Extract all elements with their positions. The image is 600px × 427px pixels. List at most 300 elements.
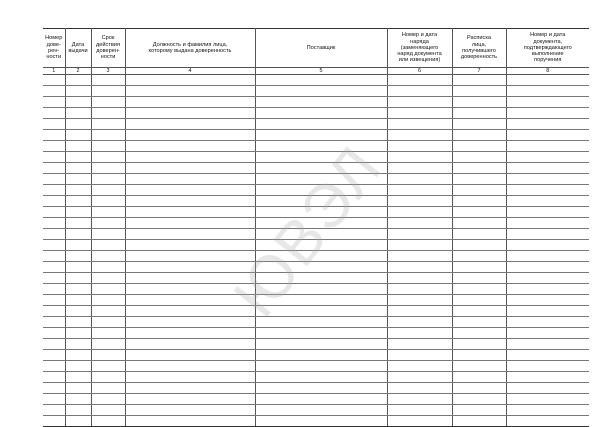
- table-cell[interactable]: [91, 185, 125, 196]
- table-cell[interactable]: [387, 317, 452, 328]
- table-cell[interactable]: [387, 284, 452, 295]
- table-cell[interactable]: [65, 75, 91, 86]
- table-cell[interactable]: [452, 130, 506, 141]
- table-cell[interactable]: [91, 251, 125, 262]
- table-cell[interactable]: [387, 174, 452, 185]
- table-row: [43, 317, 589, 328]
- table-cell[interactable]: [387, 394, 452, 405]
- table-cell[interactable]: [387, 86, 452, 97]
- column-number-2: 2: [65, 68, 91, 75]
- table-cell[interactable]: [452, 152, 506, 163]
- table-cell[interactable]: [43, 185, 65, 196]
- table-cell[interactable]: [65, 229, 91, 240]
- table-cell[interactable]: [91, 383, 125, 394]
- table-cell[interactable]: [452, 361, 506, 372]
- table-cell[interactable]: [506, 174, 589, 185]
- table-cell[interactable]: [91, 240, 125, 251]
- table-cell[interactable]: [255, 372, 387, 383]
- column-header-1: [43, 29, 65, 68]
- table-cell[interactable]: [43, 75, 65, 86]
- table-cell[interactable]: [255, 75, 387, 86]
- table-cell[interactable]: [65, 119, 91, 130]
- table-row: [43, 130, 589, 141]
- table-cell[interactable]: [125, 251, 255, 262]
- table-cell[interactable]: [255, 394, 387, 405]
- table-cell[interactable]: [91, 262, 125, 273]
- table-cell[interactable]: [255, 141, 387, 152]
- table-cell[interactable]: [65, 306, 91, 317]
- table-cell[interactable]: [506, 262, 589, 273]
- column-header-label: Номер и дата наряда (заменяющего наряд документа или извещения): [397, 32, 442, 64]
- table-cell[interactable]: [387, 339, 452, 350]
- table-cell[interactable]: [125, 218, 255, 229]
- table-cell[interactable]: [255, 185, 387, 196]
- table-row: [43, 372, 589, 383]
- table-cell[interactable]: [387, 295, 452, 306]
- table-row: [43, 284, 589, 295]
- table-cell[interactable]: [125, 405, 255, 416]
- table-cell[interactable]: [65, 207, 91, 218]
- table-cell[interactable]: [506, 350, 589, 361]
- table-cell[interactable]: [91, 174, 125, 185]
- table-cell[interactable]: [91, 284, 125, 295]
- table-cell[interactable]: [387, 262, 452, 273]
- table-cell[interactable]: [125, 350, 255, 361]
- table-cell[interactable]: [255, 262, 387, 273]
- table-cell[interactable]: [387, 350, 452, 361]
- table-cell[interactable]: [125, 196, 255, 207]
- table-cell[interactable]: [125, 141, 255, 152]
- table-cell[interactable]: [91, 130, 125, 141]
- table-cell[interactable]: [43, 394, 65, 405]
- table-cell[interactable]: [125, 119, 255, 130]
- table-cell[interactable]: [65, 383, 91, 394]
- table-cell[interactable]: [387, 97, 452, 108]
- table-cell[interactable]: [125, 372, 255, 383]
- table-row: [43, 350, 589, 361]
- table-row: [43, 108, 589, 119]
- table-cell[interactable]: [255, 229, 387, 240]
- table-cell[interactable]: [65, 372, 91, 383]
- table-cell[interactable]: [125, 185, 255, 196]
- table-cell[interactable]: [255, 163, 387, 174]
- column-number-4: 4: [125, 68, 255, 75]
- table-cell[interactable]: [452, 240, 506, 251]
- table-cell[interactable]: [91, 350, 125, 361]
- table-row: [43, 196, 589, 207]
- table-cell[interactable]: [43, 416, 65, 427]
- table-cell[interactable]: [255, 317, 387, 328]
- table-cell[interactable]: [387, 119, 452, 130]
- column-header-label: Расписка лица, получившего доверенность: [460, 35, 498, 61]
- table-cell[interactable]: [91, 339, 125, 350]
- table-cell[interactable]: [255, 361, 387, 372]
- table-cell[interactable]: [65, 350, 91, 361]
- table-cell[interactable]: [506, 273, 589, 284]
- table-cell[interactable]: [91, 317, 125, 328]
- table-cell[interactable]: [91, 229, 125, 240]
- table-cell[interactable]: [125, 317, 255, 328]
- table-cell[interactable]: [452, 86, 506, 97]
- table-cell[interactable]: [255, 152, 387, 163]
- table-cell[interactable]: [387, 416, 452, 427]
- table-cell[interactable]: [65, 174, 91, 185]
- table-cell[interactable]: [91, 295, 125, 306]
- table-cell[interactable]: [65, 240, 91, 251]
- table-cell[interactable]: [125, 207, 255, 218]
- table-cell[interactable]: [387, 75, 452, 86]
- table-cell[interactable]: [452, 273, 506, 284]
- table-cell[interactable]: [91, 108, 125, 119]
- table-cell[interactable]: [387, 273, 452, 284]
- table-cell[interactable]: [452, 317, 506, 328]
- table-row: [43, 251, 589, 262]
- table-cell[interactable]: [255, 383, 387, 394]
- table-cell[interactable]: [43, 405, 65, 416]
- table-cell[interactable]: [125, 75, 255, 86]
- table-cell[interactable]: [43, 339, 65, 350]
- table-row: [43, 383, 589, 394]
- column-number-6: 6: [387, 68, 452, 75]
- table-cell[interactable]: [506, 372, 589, 383]
- table-cell[interactable]: [125, 240, 255, 251]
- table-row: [43, 207, 589, 218]
- table-cell[interactable]: [91, 207, 125, 218]
- table-cell[interactable]: [91, 372, 125, 383]
- table-row: [43, 339, 589, 350]
- table-cell[interactable]: [387, 229, 452, 240]
- table-cell[interactable]: [125, 229, 255, 240]
- table-cell[interactable]: [255, 130, 387, 141]
- table-cell[interactable]: [65, 262, 91, 273]
- table-cell[interactable]: [43, 273, 65, 284]
- table-cell[interactable]: [43, 317, 65, 328]
- table-cell[interactable]: [387, 361, 452, 372]
- table-cell[interactable]: [91, 163, 125, 174]
- table-cell[interactable]: [506, 207, 589, 218]
- table-cell[interactable]: [43, 218, 65, 229]
- table-cell[interactable]: [43, 108, 65, 119]
- table-cell[interactable]: [255, 86, 387, 97]
- table-cell[interactable]: [387, 196, 452, 207]
- table-cell[interactable]: [255, 119, 387, 130]
- table-cell[interactable]: [452, 75, 506, 86]
- table-cell[interactable]: [452, 97, 506, 108]
- table-cell[interactable]: [125, 163, 255, 174]
- column-header-label: Срок действия доверен- ности: [96, 35, 120, 61]
- table-cell[interactable]: [506, 416, 589, 427]
- table-cell[interactable]: [387, 328, 452, 339]
- table-cell[interactable]: [255, 284, 387, 295]
- table-cell[interactable]: [452, 196, 506, 207]
- table-cell[interactable]: [43, 207, 65, 218]
- table-cell[interactable]: [43, 284, 65, 295]
- table-cell[interactable]: [452, 295, 506, 306]
- table-cell[interactable]: [506, 75, 589, 86]
- table-row: [43, 75, 589, 86]
- table-cell[interactable]: [65, 273, 91, 284]
- table-cell[interactable]: [255, 251, 387, 262]
- table-cell[interactable]: [65, 86, 91, 97]
- table-cell[interactable]: [506, 240, 589, 251]
- table-cell[interactable]: [91, 394, 125, 405]
- column-header-6: [387, 29, 452, 68]
- table-cell[interactable]: [91, 196, 125, 207]
- table-cell[interactable]: [387, 130, 452, 141]
- table-cell[interactable]: [91, 416, 125, 427]
- table-cell[interactable]: [91, 141, 125, 152]
- table-row: [43, 295, 589, 306]
- table-cell[interactable]: [452, 372, 506, 383]
- table-cell[interactable]: [506, 119, 589, 130]
- table-cell[interactable]: [43, 262, 65, 273]
- table-cell[interactable]: [65, 317, 91, 328]
- table-cell[interactable]: [125, 174, 255, 185]
- table-cell[interactable]: [387, 185, 452, 196]
- table-cell[interactable]: [125, 262, 255, 273]
- table-cell[interactable]: [452, 108, 506, 119]
- table-cell[interactable]: [65, 196, 91, 207]
- table-cell[interactable]: [387, 306, 452, 317]
- table-cell[interactable]: [452, 306, 506, 317]
- table-cell[interactable]: [65, 185, 91, 196]
- table-cell[interactable]: [452, 416, 506, 427]
- table-cell[interactable]: [387, 251, 452, 262]
- table-cell[interactable]: [125, 130, 255, 141]
- table-cell[interactable]: [125, 383, 255, 394]
- table-cell[interactable]: [125, 306, 255, 317]
- table-cell[interactable]: [91, 97, 125, 108]
- table-cell[interactable]: [506, 185, 589, 196]
- table-row: [43, 229, 589, 240]
- table-cell[interactable]: [125, 273, 255, 284]
- table-cell[interactable]: [387, 207, 452, 218]
- table-cell[interactable]: [387, 383, 452, 394]
- table-row: [43, 174, 589, 185]
- table-cell[interactable]: [91, 405, 125, 416]
- table-cell[interactable]: [506, 361, 589, 372]
- column-number-row: [43, 68, 589, 75]
- table-cell[interactable]: [452, 339, 506, 350]
- table-cell[interactable]: [91, 306, 125, 317]
- table-cell[interactable]: [125, 86, 255, 97]
- table-cell[interactable]: [255, 295, 387, 306]
- table-cell[interactable]: [452, 284, 506, 295]
- table-cell[interactable]: [506, 317, 589, 328]
- column-header-label: Должность и фамилия лица, которому выдана доверенность: [148, 41, 232, 54]
- table-cell[interactable]: [125, 97, 255, 108]
- table-cell[interactable]: [452, 185, 506, 196]
- table-cell[interactable]: [506, 108, 589, 119]
- table-cell[interactable]: [506, 251, 589, 262]
- table-cell[interactable]: [255, 328, 387, 339]
- table-cell[interactable]: [452, 251, 506, 262]
- table-cell[interactable]: [506, 86, 589, 97]
- table-cell[interactable]: [43, 251, 65, 262]
- table-cell[interactable]: [452, 394, 506, 405]
- table-cell[interactable]: [255, 174, 387, 185]
- table-row: [43, 218, 589, 229]
- table-cell[interactable]: [125, 339, 255, 350]
- table-cell[interactable]: [91, 218, 125, 229]
- table-cell[interactable]: [255, 350, 387, 361]
- table-row: [43, 185, 589, 196]
- table-cell[interactable]: [65, 141, 91, 152]
- table-cell[interactable]: [43, 152, 65, 163]
- table-cell[interactable]: [43, 383, 65, 394]
- table-cell[interactable]: [91, 119, 125, 130]
- table-cell[interactable]: [452, 163, 506, 174]
- table-cell[interactable]: [255, 416, 387, 427]
- column-header-label: Номер дове- рен- ности: [45, 35, 63, 61]
- column-header-5: [255, 29, 387, 68]
- table-cell[interactable]: [506, 284, 589, 295]
- table-cell[interactable]: [91, 361, 125, 372]
- table-cell[interactable]: [65, 416, 91, 427]
- table-cell[interactable]: [43, 130, 65, 141]
- table-cell[interactable]: [65, 163, 91, 174]
- table-cell[interactable]: [255, 207, 387, 218]
- table-cell[interactable]: [255, 196, 387, 207]
- table-cell[interactable]: [91, 86, 125, 97]
- table-cell[interactable]: [65, 361, 91, 372]
- ledger-sheet: [43, 28, 589, 427]
- table-cell[interactable]: [43, 361, 65, 372]
- table-cell[interactable]: [43, 86, 65, 97]
- table-cell[interactable]: [452, 141, 506, 152]
- table-cell[interactable]: [506, 218, 589, 229]
- table-cell[interactable]: [506, 328, 589, 339]
- table-cell[interactable]: [91, 75, 125, 86]
- table-cell[interactable]: [43, 97, 65, 108]
- table-cell[interactable]: [255, 97, 387, 108]
- table-cell[interactable]: [452, 328, 506, 339]
- table-cell[interactable]: [125, 108, 255, 119]
- table-cell[interactable]: [65, 130, 91, 141]
- table-cell[interactable]: [43, 372, 65, 383]
- table-cell[interactable]: [255, 108, 387, 119]
- table-cell[interactable]: [387, 240, 452, 251]
- table-cell[interactable]: [506, 295, 589, 306]
- column-number-7: 7: [452, 68, 506, 75]
- column-header-3: [91, 29, 125, 68]
- table-cell[interactable]: [65, 218, 91, 229]
- table-cell[interactable]: [125, 361, 255, 372]
- table-cell[interactable]: [43, 141, 65, 152]
- table-cell[interactable]: [65, 152, 91, 163]
- table-cell[interactable]: [65, 394, 91, 405]
- column-number-8: 8: [506, 68, 589, 75]
- column-number-5: 5: [255, 68, 387, 75]
- table-cell[interactable]: [387, 218, 452, 229]
- table-cell[interactable]: [387, 163, 452, 174]
- table-row: [43, 152, 589, 163]
- table-cell[interactable]: [255, 306, 387, 317]
- table-cell[interactable]: [452, 207, 506, 218]
- table-cell[interactable]: [387, 152, 452, 163]
- table-row: [43, 405, 589, 416]
- table-cell[interactable]: [452, 174, 506, 185]
- table-cell[interactable]: [452, 262, 506, 273]
- table-cell[interactable]: [387, 405, 452, 416]
- table-cell[interactable]: [91, 273, 125, 284]
- table-cell[interactable]: [452, 383, 506, 394]
- table-cell[interactable]: [506, 152, 589, 163]
- table-cell[interactable]: [125, 394, 255, 405]
- table-cell[interactable]: [452, 218, 506, 229]
- table-cell[interactable]: [65, 328, 91, 339]
- table-cell[interactable]: [43, 240, 65, 251]
- column-header-label: Номер и дата документа, подтверждающего выполнение поручения: [523, 32, 572, 64]
- table-cell[interactable]: [43, 119, 65, 130]
- table-cell[interactable]: [65, 251, 91, 262]
- column-header-4: [125, 29, 255, 68]
- table-cell[interactable]: [255, 339, 387, 350]
- table-cell[interactable]: [65, 284, 91, 295]
- table-cell[interactable]: [506, 383, 589, 394]
- table-row: [43, 119, 589, 130]
- table-cell[interactable]: [255, 273, 387, 284]
- table-cell[interactable]: [65, 108, 91, 119]
- table-cell[interactable]: [255, 218, 387, 229]
- table-row: [43, 97, 589, 108]
- table-cell[interactable]: [452, 119, 506, 130]
- table-cell[interactable]: [43, 328, 65, 339]
- table-cell[interactable]: [125, 328, 255, 339]
- table-cell[interactable]: [91, 152, 125, 163]
- table-cell[interactable]: [452, 405, 506, 416]
- table-cell[interactable]: [506, 229, 589, 240]
- watermark: ЮВЭЛ: [220, 133, 396, 330]
- table-cell[interactable]: [506, 130, 589, 141]
- table-cell[interactable]: [43, 295, 65, 306]
- table-cell[interactable]: [65, 405, 91, 416]
- table-cell[interactable]: [65, 295, 91, 306]
- table-cell[interactable]: [43, 196, 65, 207]
- table-cell[interactable]: [125, 284, 255, 295]
- table-cell[interactable]: [387, 108, 452, 119]
- table-cell[interactable]: [43, 163, 65, 174]
- table-cell[interactable]: [65, 97, 91, 108]
- table-cell[interactable]: [452, 350, 506, 361]
- table-cell[interactable]: [255, 240, 387, 251]
- table-cell[interactable]: [255, 405, 387, 416]
- table-cell[interactable]: [506, 306, 589, 317]
- table-cell[interactable]: [65, 339, 91, 350]
- table-cell[interactable]: [43, 174, 65, 185]
- table-row: [43, 262, 589, 273]
- table-cell[interactable]: [43, 306, 65, 317]
- table-cell[interactable]: [125, 152, 255, 163]
- table-cell[interactable]: [43, 229, 65, 240]
- table-cell[interactable]: [506, 163, 589, 174]
- table-cell[interactable]: [506, 141, 589, 152]
- table-cell[interactable]: [125, 416, 255, 427]
- table-cell[interactable]: [387, 372, 452, 383]
- table-cell[interactable]: [452, 229, 506, 240]
- table-cell[interactable]: [506, 394, 589, 405]
- table-cell[interactable]: [43, 350, 65, 361]
- table-cell[interactable]: [506, 97, 589, 108]
- table-row: [43, 361, 589, 372]
- table-cell[interactable]: [125, 295, 255, 306]
- table-cell[interactable]: [387, 141, 452, 152]
- table-cell[interactable]: [506, 405, 589, 416]
- table-row: [43, 163, 589, 174]
- table-cell[interactable]: [91, 328, 125, 339]
- table-cell[interactable]: [506, 196, 589, 207]
- table-cell[interactable]: [506, 339, 589, 350]
